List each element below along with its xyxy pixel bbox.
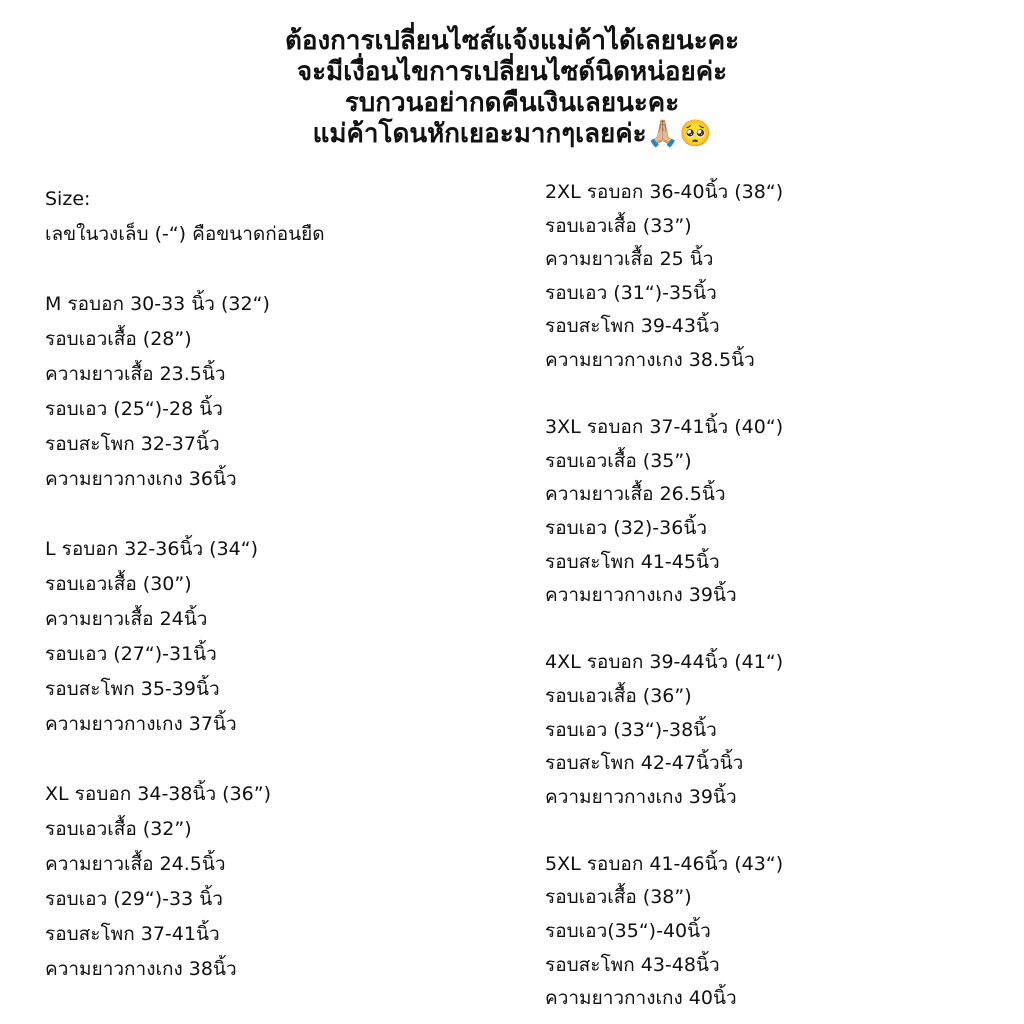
size-3xl-shirt-waist: รอบเอวเสื้อ (35”) — [545, 449, 692, 472]
size-l-hip: รอบสะโพก 35-39นิ้ว — [45, 678, 220, 700]
size-m-shirt-length: ความยาวเสื้อ 23.5นิ้ว — [45, 363, 226, 385]
size-block-xl — [45, 777, 515, 987]
size-l-shirt-length: ความยาวเสื้อ 24นิ้ว — [45, 608, 208, 630]
notice-line: จะมีเงื่อนไขการเปลี่ยนไซด์นิดหน่อยค่ะ — [296, 57, 728, 87]
size-5xl-chest: 5XL รอบอก 41-46นิ้ว (43“) — [545, 852, 784, 875]
notice-line: รบกวนอย่ากดคืนเงินเลยนะคะ — [344, 88, 680, 118]
size-2xl-waist: รอบเอว (31“)-35นิ้ว — [545, 281, 717, 304]
notice-line: ต้องการเปลี่ยนไซส์แจ้งแม่ค้าได้เลยนะคะ — [284, 26, 740, 56]
size-4xl-chest: 4XL รอบอก 39-44นิ้ว (41“) — [545, 651, 784, 674]
size-block-m — [45, 287, 515, 497]
size-block-5xl — [545, 848, 1005, 1016]
size-4xl-hip: รอบสะโพก 42-47นิ้วนิ้ว — [545, 752, 744, 775]
size-2xl-pants-length: ความยาวกางเกง 38.5นิ้ว — [545, 348, 755, 371]
size-l-waist: รอบเอว (27“)-31นิ้ว — [45, 643, 217, 665]
size-3xl-pants-length: ความยาวกางเกง 39นิ้ว — [545, 584, 737, 607]
size-xl-waist: รอบเอว (29“)-33 นิ้ว — [45, 888, 223, 910]
notice-header — [0, 26, 1024, 150]
size-3xl-shirt-length: ความยาวเสื้อ 26.5นิ้ว — [545, 483, 726, 506]
size-xl-shirt-waist: รอบเอวเสื้อ (32”) — [45, 818, 192, 840]
size-m-chest: M รอบอก 30-33 นิ้ว (32“) — [45, 293, 270, 315]
size-chart-right-column — [545, 176, 1005, 1016]
size-block-l — [45, 532, 515, 742]
size-3xl-waist: รอบเอว (32)-36นิ้ว — [545, 516, 707, 539]
size-l-chest: L รอบอก 32-36นิ้ว (34“) — [45, 538, 259, 560]
size-xl-chest: XL รอบอก 34-38นิ้ว (36”) — [45, 783, 272, 805]
size-3xl-hip: รอบสะโพก 41-45นิ้ว — [545, 550, 720, 573]
size-2xl-shirt-length: ความยาวเสื้อ 25 นิ้ว — [545, 248, 714, 271]
size-3xl-chest: 3XL รอบอก 37-41นิ้ว (40“) — [545, 416, 784, 439]
size-xl-pants-length: ความยาวกางเกง 38นิ้ว — [45, 958, 237, 980]
size-5xl-pants-length: ความยาวกางเกง 40นิ้ว — [545, 987, 737, 1010]
size-xl-hip: รอบสะโพก 37-41นิ้ว — [45, 923, 220, 945]
size-block-4xl — [545, 646, 1005, 814]
size-5xl-waist: รอบเอว(35“)-40นิ้ว — [545, 920, 711, 943]
size-label: Size: — [45, 188, 91, 210]
size-4xl-shirt-waist: รอบเอวเสื้อ (36”) — [545, 684, 692, 707]
size-2xl-hip: รอบสะโพก 39-43นิ้ว — [545, 315, 720, 338]
size-2xl-shirt-waist: รอบเอวเสื้อ (33”) — [545, 214, 692, 237]
size-m-hip: รอบสะโพก 32-37นิ้ว — [45, 433, 220, 455]
size-5xl-hip: รอบสะโพก 43-48นิ้ว — [545, 953, 720, 976]
size-block-3xl — [545, 411, 1005, 613]
size-xl-shirt-length: ความยาวเสื้อ 24.5นิ้ว — [45, 853, 226, 875]
size-4xl-pants-length: ความยาวกางเกง 39นิ้ว — [545, 785, 737, 808]
size-chart-left-column — [45, 182, 515, 987]
size-m-pants-length: ความยาวกางเกง 36นิ้ว — [45, 468, 237, 490]
size-5xl-shirt-waist: รอบเอวเสื้อ (38”) — [545, 886, 692, 909]
size-note: เลขในวงเล็บ (-“) คือขนาดก่อนยืด — [45, 223, 325, 245]
size-l-pants-length: ความยาวกางเกง 37นิ้ว — [45, 713, 237, 735]
size-4xl-waist: รอบเอว (33“)-38นิ้ว — [545, 718, 717, 741]
notice-line: แม่ค้าโดนหักเยอะมากๆเลยค่ะ🙏🏼🥺 — [312, 119, 712, 149]
size-block-2xl — [545, 176, 1005, 378]
size-2xl-chest: 2XL รอบอก 36-40นิ้ว (38“) — [545, 181, 784, 203]
size-m-shirt-waist: รอบเอวเสื้อ (28”) — [45, 328, 192, 350]
size-m-waist: รอบเอว (25“)-28 นิ้ว — [45, 398, 223, 420]
size-l-shirt-waist: รอบเอวเสื้อ (30”) — [45, 573, 192, 595]
